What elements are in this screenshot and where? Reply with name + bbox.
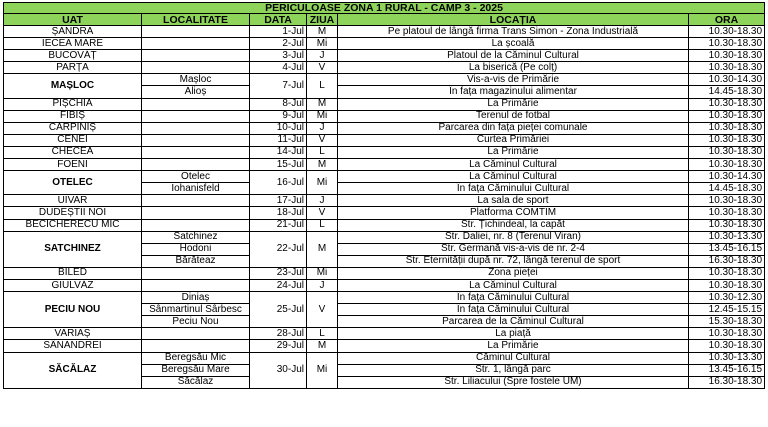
ora-cell: 14.45-18.30 xyxy=(689,183,765,195)
localitate-cell xyxy=(142,98,250,110)
locatia-cell: La școală xyxy=(338,38,689,50)
data-cell: 4-Jul xyxy=(250,62,307,74)
ora-cell: 10.30-18.30 xyxy=(689,134,765,146)
locatia-cell: Căminul Cultural xyxy=(338,352,689,364)
ziua-cell: Mi xyxy=(307,352,338,388)
localitate-cell xyxy=(142,267,250,279)
uat-cell: IECEA MARE xyxy=(4,38,142,50)
uat-cell: PARȚA xyxy=(4,62,142,74)
locatia-cell: Str. 1, lângă parc xyxy=(338,364,689,376)
data-cell: 21-Jul xyxy=(250,219,307,231)
localitate-cell xyxy=(142,328,250,340)
uat-cell: UIVAR xyxy=(4,195,142,207)
data-cell: 3-Jul xyxy=(250,50,307,62)
data-cell: 18-Jul xyxy=(250,207,307,219)
table-row xyxy=(4,110,765,122)
table-row xyxy=(4,98,765,110)
table-row xyxy=(4,219,765,231)
localitate-cell xyxy=(142,279,250,291)
data-cell: 11-Jul xyxy=(250,134,307,146)
uat-cell: PECIU NOU xyxy=(4,292,142,328)
uat-cell: FOENI xyxy=(4,159,142,171)
locatia-cell: În fața Căminului Cultural xyxy=(338,292,689,304)
data-cell: 29-Jul xyxy=(250,340,307,352)
header-ora: ORA xyxy=(689,14,765,26)
localitate-cell: Peciu Nou xyxy=(142,316,250,328)
data-cell: 1-Jul xyxy=(250,26,307,38)
header-uat: UAT xyxy=(4,14,142,26)
localitate-cell xyxy=(142,26,250,38)
ziua-cell: M xyxy=(307,159,338,171)
ora-cell: 10.30-18.30 xyxy=(689,267,765,279)
data-cell: 10-Jul xyxy=(250,122,307,134)
locatia-cell: În fața Căminului Cultural xyxy=(338,183,689,195)
ora-cell: 15.30-18.30 xyxy=(689,316,765,328)
ziua-cell: M xyxy=(307,98,338,110)
table-row xyxy=(4,134,765,146)
header-ziua: ZIUA xyxy=(307,14,338,26)
uat-cell: OTELEC xyxy=(4,171,142,195)
ora-cell: 10.30-18.30 xyxy=(689,50,765,62)
table-row xyxy=(4,279,765,291)
data-cell: 14-Jul xyxy=(250,146,307,158)
locatia-cell: Platforma COMTIM xyxy=(338,207,689,219)
ziua-cell: J xyxy=(307,50,338,62)
localitate-cell: Alioș xyxy=(142,86,250,98)
ziua-cell: Mi xyxy=(307,38,338,50)
locatia-cell: Str. Eternității după nr. 72, lângă terenul de sport xyxy=(338,255,689,267)
data-cell: 8-Jul xyxy=(250,98,307,110)
locatia-cell: Str. Țichindeal, la capăt xyxy=(338,219,689,231)
locatia-cell: La biserică (Pe colț) xyxy=(338,62,689,74)
table-row xyxy=(4,195,765,207)
ora-cell: 10.30-18.30 xyxy=(689,207,765,219)
table-row xyxy=(4,352,765,364)
ora-cell: 10.30-18.30 xyxy=(689,122,765,134)
uat-cell: CĂRPINIȘ xyxy=(4,122,142,134)
locatia-cell: Str. Liliacului (Spre fostele UM) xyxy=(338,376,689,388)
table-row xyxy=(4,328,765,340)
ziua-cell: V xyxy=(307,207,338,219)
locatia-cell: Terenul de fotbal xyxy=(338,110,689,122)
table-row xyxy=(4,146,765,158)
ziua-cell: Mi xyxy=(307,110,338,122)
ora-cell: 14.45-18.30 xyxy=(689,86,765,98)
table-row xyxy=(4,122,765,134)
localitate-cell xyxy=(142,340,250,352)
uat-cell: GIULVĂZ xyxy=(4,279,142,291)
ora-cell: 10.30-18.30 xyxy=(689,146,765,158)
ziua-cell: J xyxy=(307,195,338,207)
localitate-cell xyxy=(142,122,250,134)
ora-cell: 10.30-18.30 xyxy=(689,195,765,207)
data-cell: 23-Jul xyxy=(250,267,307,279)
locatia-cell: Str. Germană vis-a-vis de nr. 2-4 xyxy=(338,243,689,255)
locatia-cell: Parcarea din fața pieței comunale xyxy=(338,122,689,134)
ora-cell: 10.30-18.30 xyxy=(689,26,765,38)
header-row xyxy=(4,14,765,26)
ziua-cell: Mi xyxy=(307,171,338,195)
uat-cell: BILED xyxy=(4,267,142,279)
localitate-cell xyxy=(142,207,250,219)
ziua-cell: M xyxy=(307,26,338,38)
table-row xyxy=(4,26,765,38)
table-row xyxy=(4,292,765,304)
uat-cell: SĂCĂLAZ xyxy=(4,352,142,388)
ora-cell: 10.30-18.30 xyxy=(689,98,765,110)
table-row xyxy=(4,171,765,183)
localitate-cell: Otelec xyxy=(142,171,250,183)
data-cell: 25-Jul xyxy=(250,292,307,328)
data-cell: 22-Jul xyxy=(250,231,307,267)
locatia-cell: La sala de sport xyxy=(338,195,689,207)
table-row xyxy=(4,267,765,279)
ora-cell: 10.30-18.30 xyxy=(689,110,765,122)
localitate-cell: Beregsău Mare xyxy=(142,364,250,376)
localitate-cell xyxy=(142,134,250,146)
ora-cell: 10.30-13.30 xyxy=(689,352,765,364)
ziua-cell: M xyxy=(307,231,338,267)
locatia-cell: La piață xyxy=(338,328,689,340)
ziua-cell: L xyxy=(307,328,338,340)
header-data: DATA xyxy=(250,14,307,26)
ora-cell: 10.30-18.30 xyxy=(689,279,765,291)
localitate-cell: Sânmartinul Sârbesc xyxy=(142,304,250,316)
ora-cell: 10.30-18.30 xyxy=(689,328,765,340)
locatia-cell: Parcarea de la Căminul Cultural xyxy=(338,316,689,328)
uat-cell: FIBIȘ xyxy=(4,110,142,122)
data-cell: 30-Jul xyxy=(250,352,307,388)
table-row xyxy=(4,340,765,352)
ziua-cell: L xyxy=(307,146,338,158)
schedule-table xyxy=(3,2,765,389)
ziua-cell: L xyxy=(307,219,338,231)
uat-cell: BECICHERECU MIC xyxy=(4,219,142,231)
ziua-cell: J xyxy=(307,279,338,291)
uat-cell: DUDEȘTII NOI xyxy=(4,207,142,219)
ora-cell: 10.30-18.30 xyxy=(689,38,765,50)
locatia-cell: Str. Daliei, nr. 8 (Terenul Viran) xyxy=(338,231,689,243)
ora-cell: 10.30-18.30 xyxy=(689,159,765,171)
ora-cell: 10.30-14.30 xyxy=(689,74,765,86)
ora-cell: 16.30-18.30 xyxy=(689,376,765,388)
uat-cell: CHECEA xyxy=(4,146,142,158)
ora-cell: 10.30-13.30 xyxy=(689,231,765,243)
locatia-cell: Platoul de la Căminul Cultural xyxy=(338,50,689,62)
ora-cell: 13.45-16.15 xyxy=(689,243,765,255)
data-cell: 7-Jul xyxy=(250,74,307,98)
locatia-cell: În fața magazinului alimentar xyxy=(338,86,689,98)
uat-cell: SÂNANDREI xyxy=(4,340,142,352)
localitate-cell: Diniaș xyxy=(142,292,250,304)
locatia-cell: În fața Căminului Cultural xyxy=(338,304,689,316)
data-cell: 15-Jul xyxy=(250,159,307,171)
locatia-cell: La Primărie xyxy=(338,340,689,352)
localitate-cell: Bărăteaz xyxy=(142,255,250,267)
localitate-cell: Beregsău Mic xyxy=(142,352,250,364)
localitate-cell xyxy=(142,62,250,74)
table-title: PERICULOASE ZONA 1 RURAL - CAMP 3 - 2025 xyxy=(4,3,765,14)
uat-cell: MAȘLOC xyxy=(4,74,142,98)
localitate-cell xyxy=(142,110,250,122)
localitate-cell: Satchinez xyxy=(142,231,250,243)
header-localitate: LOCALITATE xyxy=(142,14,250,26)
table-row xyxy=(4,159,765,171)
locatia-cell: La Primărie xyxy=(338,98,689,110)
table-row xyxy=(4,38,765,50)
table-row xyxy=(4,231,765,243)
ziua-cell: V xyxy=(307,292,338,328)
locatia-cell: La Căminul Cultural xyxy=(338,279,689,291)
localitate-cell xyxy=(142,219,250,231)
uat-cell: SATCHINEZ xyxy=(4,231,142,267)
data-cell: 2-Jul xyxy=(250,38,307,50)
schedule-document xyxy=(3,2,764,389)
ora-cell: 10.30-18.30 xyxy=(689,340,765,352)
locatia-cell: Zona pieței xyxy=(338,267,689,279)
ora-cell: 10.30-18.30 xyxy=(689,219,765,231)
table-row xyxy=(4,207,765,219)
ora-cell: 10.30-14.30 xyxy=(689,171,765,183)
uat-cell: VARIAȘ xyxy=(4,328,142,340)
localitate-cell xyxy=(142,146,250,158)
ziua-cell: J xyxy=(307,122,338,134)
locatia-cell: Pe platoul de lângă firma Trans Simon - Zona Industrială xyxy=(338,26,689,38)
localitate-cell: Mașloc xyxy=(142,74,250,86)
ziua-cell: M xyxy=(307,340,338,352)
localitate-cell xyxy=(142,50,250,62)
table-body xyxy=(4,26,765,389)
header-locatia: LOCAȚIA xyxy=(338,14,689,26)
ora-cell: 12.45-15.15 xyxy=(689,304,765,316)
ora-cell: 16.30-18.30 xyxy=(689,255,765,267)
uat-cell: ȘANDRA xyxy=(4,26,142,38)
localitate-cell: Săcălaz xyxy=(142,376,250,388)
data-cell: 9-Jul xyxy=(250,110,307,122)
uat-cell: PIȘCHIA xyxy=(4,98,142,110)
localitate-cell xyxy=(142,159,250,171)
table-row xyxy=(4,50,765,62)
uat-cell: BUCOVĂȚ xyxy=(4,50,142,62)
ora-cell: 10.30-18.30 xyxy=(689,62,765,74)
locatia-cell: Vis-a-vis de Primărie xyxy=(338,74,689,86)
ziua-cell: Mi xyxy=(307,267,338,279)
data-cell: 16-Jul xyxy=(250,171,307,195)
localitate-cell: Iohanisfeld xyxy=(142,183,250,195)
table-row xyxy=(4,74,765,86)
ora-cell: 10.30-12.30 xyxy=(689,292,765,304)
locatia-cell: La Căminul Cultural xyxy=(338,171,689,183)
ziua-cell: V xyxy=(307,62,338,74)
title-row xyxy=(4,3,765,14)
ora-cell: 13.45-16.15 xyxy=(689,364,765,376)
locatia-cell: La Primărie xyxy=(338,146,689,158)
localitate-cell: Hodoni xyxy=(142,243,250,255)
table-row xyxy=(4,62,765,74)
uat-cell: CENEI xyxy=(4,134,142,146)
localitate-cell xyxy=(142,38,250,50)
data-cell: 17-Jul xyxy=(250,195,307,207)
localitate-cell xyxy=(142,195,250,207)
ziua-cell: V xyxy=(307,134,338,146)
data-cell: 28-Jul xyxy=(250,328,307,340)
data-cell: 24-Jul xyxy=(250,279,307,291)
ziua-cell: L xyxy=(307,74,338,98)
locatia-cell: Curtea Primăriei xyxy=(338,134,689,146)
locatia-cell: La Căminul Cultural xyxy=(338,159,689,171)
